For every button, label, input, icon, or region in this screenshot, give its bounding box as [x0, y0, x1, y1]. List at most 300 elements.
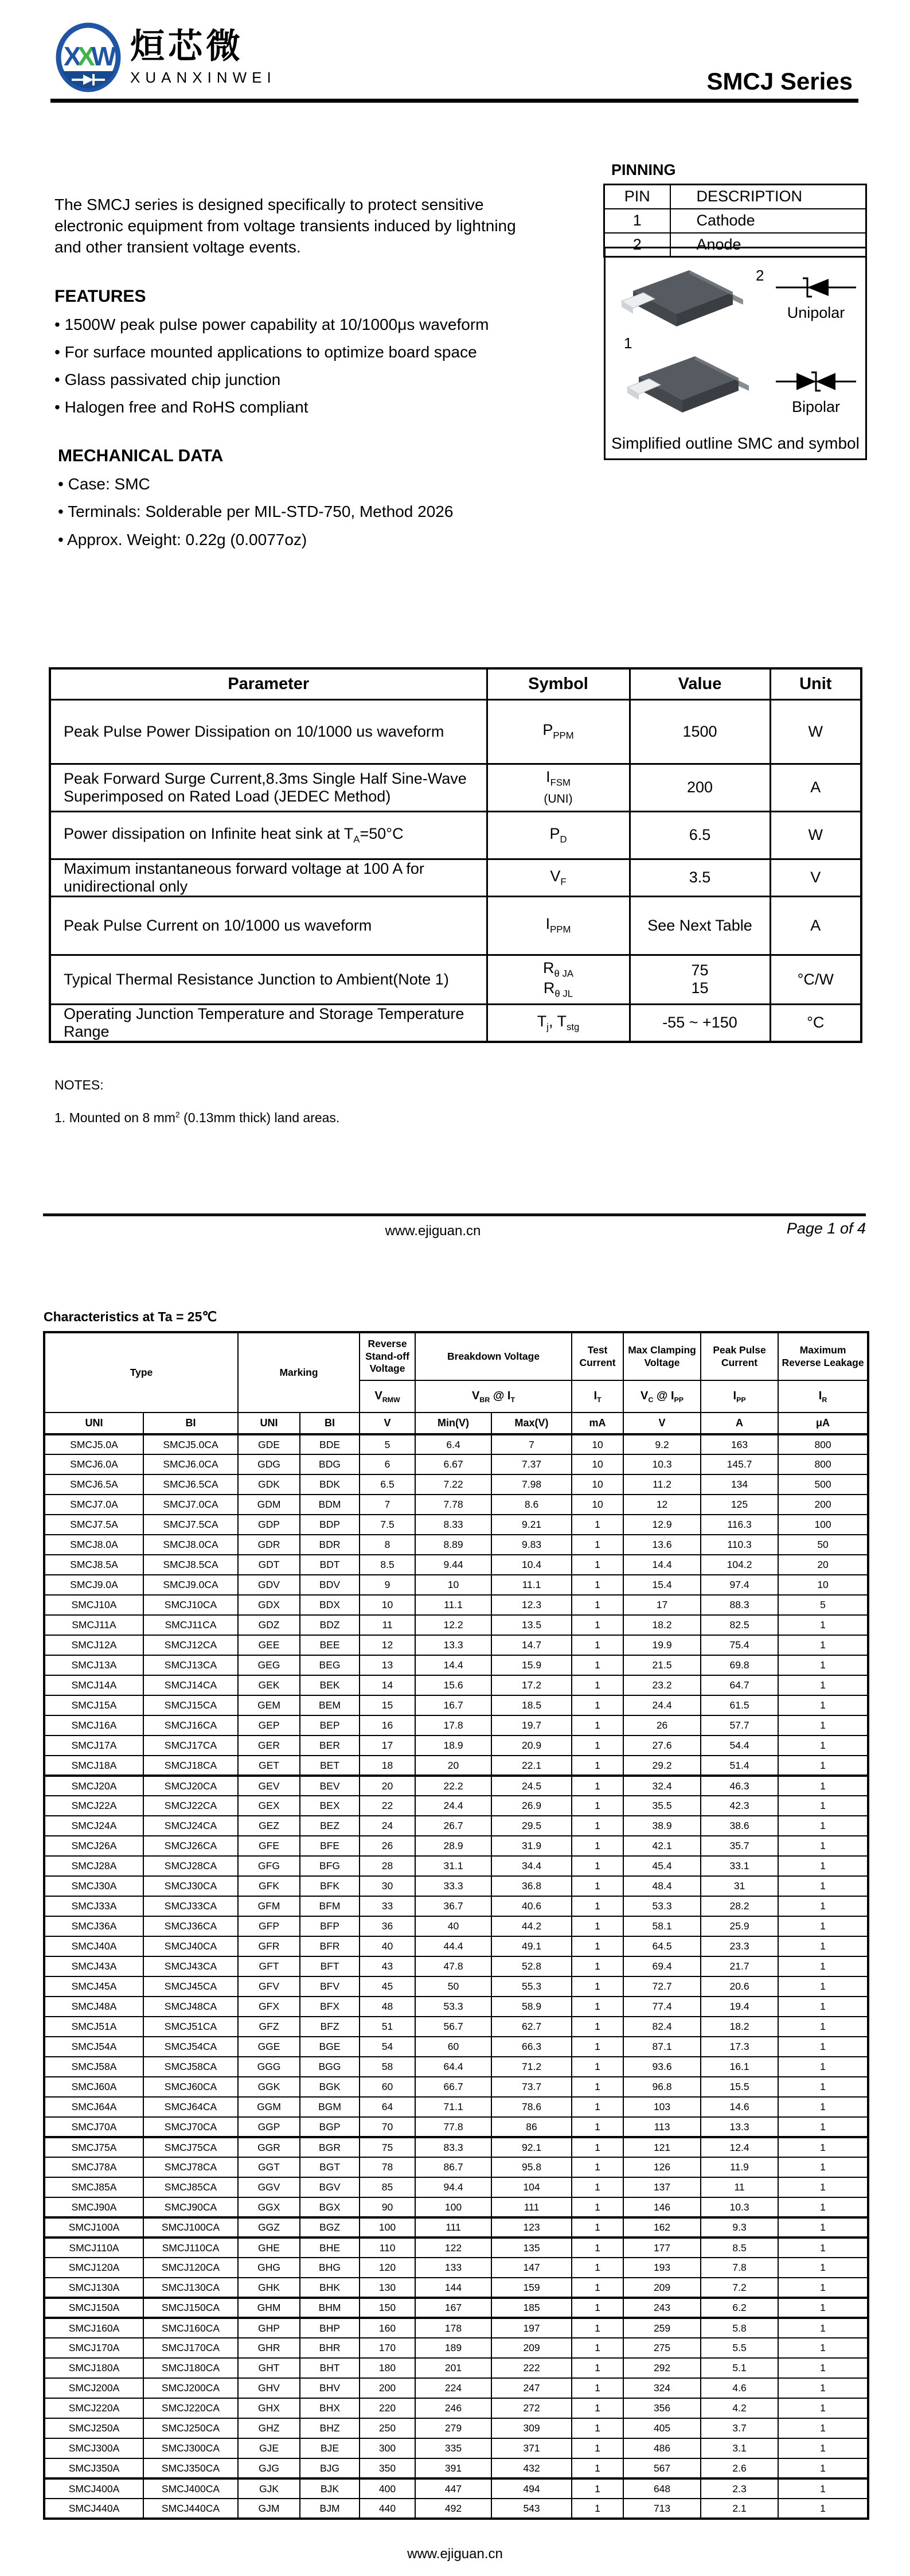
cell-peak-pulse-current: 88.3 — [701, 1595, 778, 1615]
cell-type-bi: SMCJ300CA — [143, 2438, 238, 2458]
device-row — [44, 2258, 868, 2278]
cell-vbr-min: 40 — [415, 1916, 491, 1936]
smc-package-image — [616, 261, 748, 336]
parameter-name: Typical Thermal Resistance Junction to Ambient(Note 1) — [50, 955, 487, 1004]
cell-type-uni: SMCJ33A — [44, 1896, 143, 1916]
cell-peak-pulse-current: 16.1 — [701, 2057, 778, 2077]
cell-clamping-voltage: 27.6 — [623, 1736, 701, 1756]
cell-vbr-max: 44.2 — [491, 1916, 572, 1936]
cell-vbr-min: 13.3 — [415, 1635, 491, 1655]
cell-marking-uni: GFV — [238, 1976, 300, 1997]
cell-peak-pulse-current: 2.1 — [701, 2499, 778, 2519]
cell-peak-pulse-current: 20.6 — [701, 1976, 778, 1997]
cell-peak-pulse-current: 125 — [701, 1495, 778, 1515]
cell-type-bi: SMCJ17CA — [143, 1736, 238, 1756]
cell-clamping-voltage: 69.4 — [623, 1956, 701, 1976]
char-header-row-groups — [44, 1332, 868, 1380]
cell-reverse-leakage: 1 — [778, 1836, 868, 1856]
cell-marking-uni: GEX — [238, 1796, 300, 1816]
cell-peak-pulse-current: 7.8 — [701, 2258, 778, 2278]
cell-marking-bi: BJG — [300, 2458, 360, 2478]
cell-peak-pulse-current: 31 — [701, 1876, 778, 1896]
cell-reverse-leakage: 1 — [778, 2298, 868, 2318]
cell-marking-bi: BHE — [300, 2238, 360, 2258]
cell-peak-pulse-current: 82.5 — [701, 1615, 778, 1635]
cell-reverse-leakage: 1 — [778, 1675, 868, 1695]
cell-marking-uni: GDP — [238, 1515, 300, 1535]
cell-type-bi: SMCJ440CA — [143, 2499, 238, 2519]
col-group-max-reverse-leakage: Maximum Reverse Leakage — [778, 1332, 868, 1380]
cell-clamping-voltage: 45.4 — [623, 1856, 701, 1876]
note-item: 1. Mounted on 8 $mm^2$ (0.13mm thick) land areas. — [54, 1110, 340, 1125]
cell-vbr-max: 55.3 — [491, 1976, 572, 1997]
cell-marking-bi: BGM — [300, 2097, 360, 2117]
cell-marking-bi: BFX — [300, 1997, 360, 2017]
cell-test-current: 1 — [572, 1836, 623, 1856]
cell-peak-pulse-current: 5.8 — [701, 2318, 778, 2338]
cell-clamping-voltage: 15.4 — [623, 1575, 701, 1595]
cell-marking-uni: GDM — [238, 1495, 300, 1515]
cell-vrwm: 24 — [360, 1816, 415, 1836]
parameter-symbol: $I_{FSM}$ (UNI) — [487, 764, 630, 811]
cell-vbr-min: 335 — [415, 2438, 491, 2458]
header-divider — [50, 99, 858, 103]
cell-vrwm: 20 — [360, 1776, 415, 1796]
cell-type-bi: SMCJ7.0CA — [143, 1495, 238, 1515]
param-row — [50, 699, 861, 764]
pin-col-header: PIN — [604, 185, 670, 209]
cell-vbr-min: 20 — [415, 1756, 491, 1776]
cell-test-current: 1 — [572, 2438, 623, 2458]
cell-test-current: 1 — [572, 1876, 623, 1896]
cell-vbr-max: 92.1 — [491, 2137, 572, 2157]
cell-peak-pulse-current: 9.3 — [701, 2217, 778, 2238]
cell-reverse-leakage: 500 — [778, 1474, 868, 1495]
cell-reverse-leakage: 1 — [778, 2077, 868, 2097]
cell-test-current: 1 — [572, 2258, 623, 2278]
cell-reverse-leakage: 1 — [778, 2398, 868, 2418]
cell-marking-bi: BHG — [300, 2258, 360, 2278]
cell-vbr-min: 60 — [415, 2037, 491, 2057]
cell-type-bi: SMCJ20CA — [143, 1776, 238, 1796]
cell-marking-bi: BFM — [300, 1896, 360, 1916]
cell-vbr-max: 10.4 — [491, 1555, 572, 1575]
device-row — [44, 1736, 868, 1756]
cell-vbr-max: 104 — [491, 2177, 572, 2197]
cell-marking-uni: GDX — [238, 1595, 300, 1615]
cell-type-bi: SMCJ54CA — [143, 2037, 238, 2057]
cell-marking-bi: BFR — [300, 1936, 360, 1956]
cell-type-uni: SMCJ30A — [44, 1876, 143, 1896]
cell-type-uni: SMCJ13A — [44, 1655, 143, 1675]
cell-type-bi: SMCJ170CA — [143, 2338, 238, 2358]
cell-type-bi: SMCJ36CA — [143, 1916, 238, 1936]
cell-marking-bi: BGG — [300, 2057, 360, 2077]
cell-clamping-voltage: 32.4 — [623, 1776, 701, 1796]
cell-vbr-max: 15.9 — [491, 1655, 572, 1675]
cell-vrwm: 78 — [360, 2157, 415, 2177]
cell-peak-pulse-current: 8.5 — [701, 2238, 778, 2258]
cell-marking-bi: BFZ — [300, 2017, 360, 2037]
cell-vbr-min: 56.7 — [415, 2017, 491, 2037]
cell-type-uni: SMCJ54A — [44, 2037, 143, 2057]
col-header-parameter: Parameter — [50, 668, 487, 699]
cell-marking-bi: BDP — [300, 1515, 360, 1535]
cell-vbr-max: 20.9 — [491, 1736, 572, 1756]
device-row — [44, 2177, 868, 2197]
device-row — [44, 2338, 868, 2358]
cell-type-uni: SMCJ43A — [44, 1956, 143, 1976]
device-row — [44, 2278, 868, 2298]
cell-reverse-leakage: 1 — [778, 2177, 868, 2197]
cell-marking-bi: BDX — [300, 1595, 360, 1615]
device-row — [44, 1495, 868, 1515]
mechanical-item: • Approx. Weight: 0.22g (0.0077oz) — [58, 526, 571, 554]
pin1-label: 1 — [624, 334, 632, 352]
device-row — [44, 2418, 868, 2438]
cell-vbr-min: 15.6 — [415, 1675, 491, 1695]
cell-vrwm: 58 — [360, 2057, 415, 2077]
cell-marking-bi: BEG — [300, 1655, 360, 1675]
feature-item: • 1500W peak pulse power capability at 10/1000μs waveform — [54, 311, 571, 338]
cell-vrwm: 400 — [360, 2478, 415, 2499]
cell-vrwm: 180 — [360, 2358, 415, 2378]
pinning-header-row — [604, 185, 866, 209]
cell-marking-bi: BGV — [300, 2177, 360, 2197]
cell-vrwm: 30 — [360, 1876, 415, 1896]
features-list — [54, 311, 571, 422]
cell-marking-uni: GJK — [238, 2478, 300, 2499]
device-row — [44, 1454, 868, 1474]
cell-reverse-leakage: 20 — [778, 1555, 868, 1575]
cell-test-current: 10 — [572, 1434, 623, 1454]
cell-test-current: 1 — [572, 1997, 623, 2017]
cell-reverse-leakage: 200 — [778, 1495, 868, 1515]
cell-marking-bi: BDG — [300, 1454, 360, 1474]
cell-test-current: 1 — [572, 1856, 623, 1876]
device-row — [44, 2378, 868, 2398]
cell-marking-bi: BFT — [300, 1956, 360, 1976]
cell-reverse-leakage: 1 — [778, 2017, 868, 2037]
device-row — [44, 1796, 868, 1816]
parameter-value: 1500 — [630, 699, 770, 764]
pin2-label: 2 — [756, 267, 764, 284]
cell-type-bi: SMCJ12CA — [143, 1635, 238, 1655]
cell-peak-pulse-current: 64.7 — [701, 1675, 778, 1695]
cell-marking-uni: GEP — [238, 1715, 300, 1736]
cell-clamping-voltage: 405 — [623, 2418, 701, 2438]
col-group-type: Type — [44, 1332, 238, 1412]
cell-marking-uni: GFT — [238, 1956, 300, 1976]
cell-test-current: 1 — [572, 2077, 623, 2097]
cell-test-current: 1 — [572, 1896, 623, 1916]
cell-vbr-min: 201 — [415, 2358, 491, 2378]
cell-vrwm: 18 — [360, 1756, 415, 1776]
cell-type-bi: SMCJ26CA — [143, 1836, 238, 1856]
cell-test-current: 1 — [572, 1936, 623, 1956]
col-group-test-current: Test Current — [572, 1332, 623, 1380]
cell-marking-uni: GFR — [238, 1936, 300, 1956]
device-row — [44, 1876, 868, 1896]
cell-peak-pulse-current: 18.2 — [701, 2017, 778, 2037]
symbol-ipp: $I_{PP}$ — [701, 1380, 778, 1412]
cell-test-current: 1 — [572, 2318, 623, 2338]
cell-peak-pulse-current: 134 — [701, 1474, 778, 1495]
cell-vbr-max: 58.9 — [491, 1997, 572, 2017]
cell-vbr-max: 159 — [491, 2278, 572, 2298]
package-outline-figure — [604, 247, 867, 460]
cell-reverse-leakage: 10 — [778, 1575, 868, 1595]
cell-reverse-leakage: 1 — [778, 1876, 868, 1896]
cell-reverse-leakage: 1 — [778, 2217, 868, 2238]
cell-vrwm: 54 — [360, 2037, 415, 2057]
cell-marking-uni: GJM — [238, 2499, 300, 2519]
cell-type-bi: SMCJ130CA — [143, 2278, 238, 2298]
cell-clamping-voltage: 96.8 — [623, 2077, 701, 2097]
cell-test-current: 1 — [572, 1535, 623, 1555]
bipolar-diode-icon — [776, 370, 856, 393]
parameter-value: 200 — [630, 764, 770, 811]
unit-bi: BI — [143, 1412, 238, 1434]
pin-description: Cathode — [670, 209, 866, 233]
cell-marking-bi: BHX — [300, 2398, 360, 2418]
cell-type-uni: SMCJ170A — [44, 2338, 143, 2358]
device-row — [44, 2017, 868, 2037]
cell-marking-bi: BGK — [300, 2077, 360, 2097]
parameter-symbol: $I_{PPM}$ — [487, 896, 630, 955]
cell-vbr-min: 11.1 — [415, 1595, 491, 1615]
pin-number: 2 — [604, 233, 670, 257]
cell-vrwm: 28 — [360, 1856, 415, 1876]
cell-vbr-max: 31.9 — [491, 1836, 572, 1856]
company-logo — [54, 21, 276, 94]
cell-reverse-leakage: 1 — [778, 1816, 868, 1836]
cell-test-current: 1 — [572, 2057, 623, 2077]
cell-marking-bi: BEV — [300, 1776, 360, 1796]
cell-marking-bi: BHM — [300, 2298, 360, 2318]
cell-peak-pulse-current: 4.2 — [701, 2398, 778, 2418]
cell-type-bi: SMCJ200CA — [143, 2378, 238, 2398]
cell-marking-uni: GGE — [238, 2037, 300, 2057]
cell-reverse-leakage: 1 — [778, 1715, 868, 1736]
characteristics-header — [44, 1332, 868, 1434]
cell-vbr-max: 12.3 — [491, 1595, 572, 1615]
cell-marking-bi: BEP — [300, 1715, 360, 1736]
parameter-unit: W — [770, 811, 861, 859]
cell-vbr-min: 12.2 — [415, 1615, 491, 1635]
cell-vbr-min: 6.4 — [415, 1434, 491, 1454]
cell-vrwm: 7 — [360, 1495, 415, 1515]
cell-reverse-leakage: 1 — [778, 2238, 868, 2258]
unit-ua: μA — [778, 1412, 868, 1434]
cell-type-uni: SMCJ17A — [44, 1736, 143, 1756]
parameter-symbol: $P_{PPM}$ — [487, 699, 630, 764]
cell-marking-bi: BGT — [300, 2157, 360, 2177]
cell-vbr-max: 7.37 — [491, 1454, 572, 1474]
cell-type-uni: SMCJ440A — [44, 2499, 143, 2519]
cell-reverse-leakage: 1 — [778, 1956, 868, 1976]
cell-type-uni: SMCJ20A — [44, 1776, 143, 1796]
cell-vbr-min: 279 — [415, 2418, 491, 2438]
device-row — [44, 1535, 868, 1555]
cell-type-uni: SMCJ75A — [44, 2137, 143, 2157]
cell-reverse-leakage: 1 — [778, 2358, 868, 2378]
feature-item: • Glass passivated chip junction — [54, 366, 571, 394]
cell-vrwm: 22 — [360, 1796, 415, 1816]
cell-vbr-max: 14.7 — [491, 1635, 572, 1655]
pin-number: 1 — [604, 209, 670, 233]
cell-marking-uni: GGG — [238, 2057, 300, 2077]
cell-reverse-leakage: 1 — [778, 2037, 868, 2057]
col-header-symbol: Symbol — [487, 668, 630, 699]
cell-clamping-voltage: 324 — [623, 2378, 701, 2398]
smc-package-image — [622, 347, 753, 422]
cell-marking-uni: GHP — [238, 2318, 300, 2338]
col-group-reverse-standoff-voltage: Reverse Stand-off Voltage — [360, 1332, 415, 1380]
mechanical-item: • Case: SMC — [58, 470, 571, 498]
parameter-unit: °C/W — [770, 955, 861, 1004]
cell-marking-uni: GDR — [238, 1535, 300, 1555]
bipolar-symbol-block — [773, 370, 859, 416]
cell-test-current: 1 — [572, 2398, 623, 2418]
cell-marking-uni: GFZ — [238, 2017, 300, 2037]
device-row — [44, 1997, 868, 2017]
device-row — [44, 2438, 868, 2458]
parameter-value: 3.5 — [630, 859, 770, 896]
cell-marking-uni: GFE — [238, 1836, 300, 1856]
unit-marking-bi: BI — [300, 1412, 360, 1434]
parameter-symbol: $V_F$ — [487, 859, 630, 896]
cell-type-bi: SMCJ24CA — [143, 1816, 238, 1836]
cell-type-bi: SMCJ7.5CA — [143, 1515, 238, 1535]
cell-marking-bi: BGP — [300, 2117, 360, 2137]
description-col-header: DESCRIPTION — [670, 185, 866, 209]
cell-peak-pulse-current: 3.1 — [701, 2438, 778, 2458]
cell-peak-pulse-current: 38.6 — [701, 1816, 778, 1836]
device-row — [44, 1856, 868, 1876]
cell-type-bi: SMCJ350CA — [143, 2458, 238, 2478]
cell-type-bi: SMCJ180CA — [143, 2358, 238, 2378]
cell-marking-uni: GFP — [238, 1916, 300, 1936]
feature-item: • Halogen free and RoHS compliant — [54, 394, 571, 421]
cell-clamping-voltage: 26 — [623, 1715, 701, 1736]
cell-reverse-leakage: 1 — [778, 1976, 868, 1997]
cell-reverse-leakage: 1 — [778, 1655, 868, 1675]
cell-vbr-max: 78.6 — [491, 2097, 572, 2117]
parameter-value: 75 15 — [630, 955, 770, 1004]
cell-marking-bi: BER — [300, 1736, 360, 1756]
cell-marking-bi: BFV — [300, 1976, 360, 1997]
cell-clamping-voltage: 648 — [623, 2478, 701, 2499]
cell-test-current: 10 — [572, 1474, 623, 1495]
cell-vbr-max: 147 — [491, 2258, 572, 2278]
cell-type-bi: SMCJ160CA — [143, 2318, 238, 2338]
cell-test-current: 1 — [572, 1956, 623, 1976]
cell-reverse-leakage: 1 — [778, 2458, 868, 2478]
parameter-value: 6.5 — [630, 811, 770, 859]
parameter-name: Peak Pulse Current on 10/1000 us waveform — [50, 896, 487, 955]
cell-marking-uni: GFX — [238, 1997, 300, 2017]
cell-test-current: 1 — [572, 1635, 623, 1655]
cell-test-current: 1 — [572, 2157, 623, 2177]
cell-peak-pulse-current: 61.5 — [701, 1695, 778, 1715]
cell-clamping-voltage: 146 — [623, 2197, 701, 2217]
cell-vrwm: 43 — [360, 1956, 415, 1976]
cell-vbr-max: 29.5 — [491, 1816, 572, 1836]
cell-peak-pulse-current: 51.4 — [701, 1756, 778, 1776]
features-heading: FEATURES — [54, 286, 146, 306]
cell-peak-pulse-current: 3.7 — [701, 2418, 778, 2438]
cell-clamping-voltage: 12.9 — [623, 1515, 701, 1535]
cell-type-bi: SMCJ400CA — [143, 2478, 238, 2499]
cell-vrwm: 40 — [360, 1936, 415, 1956]
device-row — [44, 1615, 868, 1635]
cell-vrwm: 8.5 — [360, 1555, 415, 1575]
unit-max-v: Max(V) — [491, 1412, 572, 1434]
cell-marking-uni: GHR — [238, 2338, 300, 2358]
footer-website: www.ejiguan.cn — [407, 2546, 503, 2562]
cell-peak-pulse-current: 21.7 — [701, 1956, 778, 1976]
cell-marking-bi: BGR — [300, 2137, 360, 2157]
cell-type-bi: SMCJ60CA — [143, 2077, 238, 2097]
cell-marking-uni: GGV — [238, 2177, 300, 2197]
cell-marking-uni: GJG — [238, 2458, 300, 2478]
feature-item: • For surface mounted applications to optimize board space — [54, 338, 571, 366]
cell-reverse-leakage: 1 — [778, 2157, 868, 2177]
cell-vbr-min: 111 — [415, 2217, 491, 2238]
mechanical-item: • Terminals: Solderable per MIL-STD-750, Method 2026 — [58, 498, 571, 526]
device-row — [44, 2499, 868, 2519]
cell-vrwm: 6 — [360, 1454, 415, 1474]
cell-vbr-min: 66.7 — [415, 2077, 491, 2097]
cell-type-uni: SMCJ8.5A — [44, 1555, 143, 1575]
cell-test-current: 1 — [572, 1655, 623, 1675]
cell-reverse-leakage: 1 — [778, 1916, 868, 1936]
cell-test-current: 1 — [572, 1615, 623, 1635]
cell-vbr-min: 53.3 — [415, 1997, 491, 2017]
cell-vbr-max: 36.8 — [491, 1876, 572, 1896]
device-row — [44, 2458, 868, 2478]
cell-clamping-voltage: 93.6 — [623, 2057, 701, 2077]
cell-vbr-min: 24.4 — [415, 1796, 491, 1816]
unit-vc-v: V — [623, 1412, 701, 1434]
cell-peak-pulse-current: 12.4 — [701, 2137, 778, 2157]
cell-test-current: 1 — [572, 2217, 623, 2238]
cell-vbr-max: 123 — [491, 2217, 572, 2238]
cell-reverse-leakage: 1 — [778, 2137, 868, 2157]
device-row — [44, 2238, 868, 2258]
cell-vbr-min: 246 — [415, 2398, 491, 2418]
cell-clamping-voltage: 24.4 — [623, 1695, 701, 1715]
cell-marking-uni: GHG — [238, 2258, 300, 2278]
cell-clamping-voltage: 103 — [623, 2097, 701, 2117]
cell-peak-pulse-current: 110.3 — [701, 1535, 778, 1555]
cell-marking-uni: GEG — [238, 1655, 300, 1675]
cell-clamping-voltage: 9.2 — [623, 1434, 701, 1454]
cell-reverse-leakage: 1 — [778, 2097, 868, 2117]
cell-peak-pulse-current: 104.2 — [701, 1555, 778, 1575]
cell-marking-uni: GDE — [238, 1434, 300, 1454]
cell-vrwm: 13 — [360, 1655, 415, 1675]
cell-vrwm: 51 — [360, 2017, 415, 2037]
cell-marking-uni: GGZ — [238, 2217, 300, 2238]
device-row — [44, 2157, 868, 2177]
cell-vrwm: 36 — [360, 1916, 415, 1936]
unit-ma: mA — [572, 1412, 623, 1434]
col-header-value: Value — [630, 668, 770, 699]
device-row — [44, 1756, 868, 1776]
cell-test-current: 1 — [572, 2499, 623, 2519]
